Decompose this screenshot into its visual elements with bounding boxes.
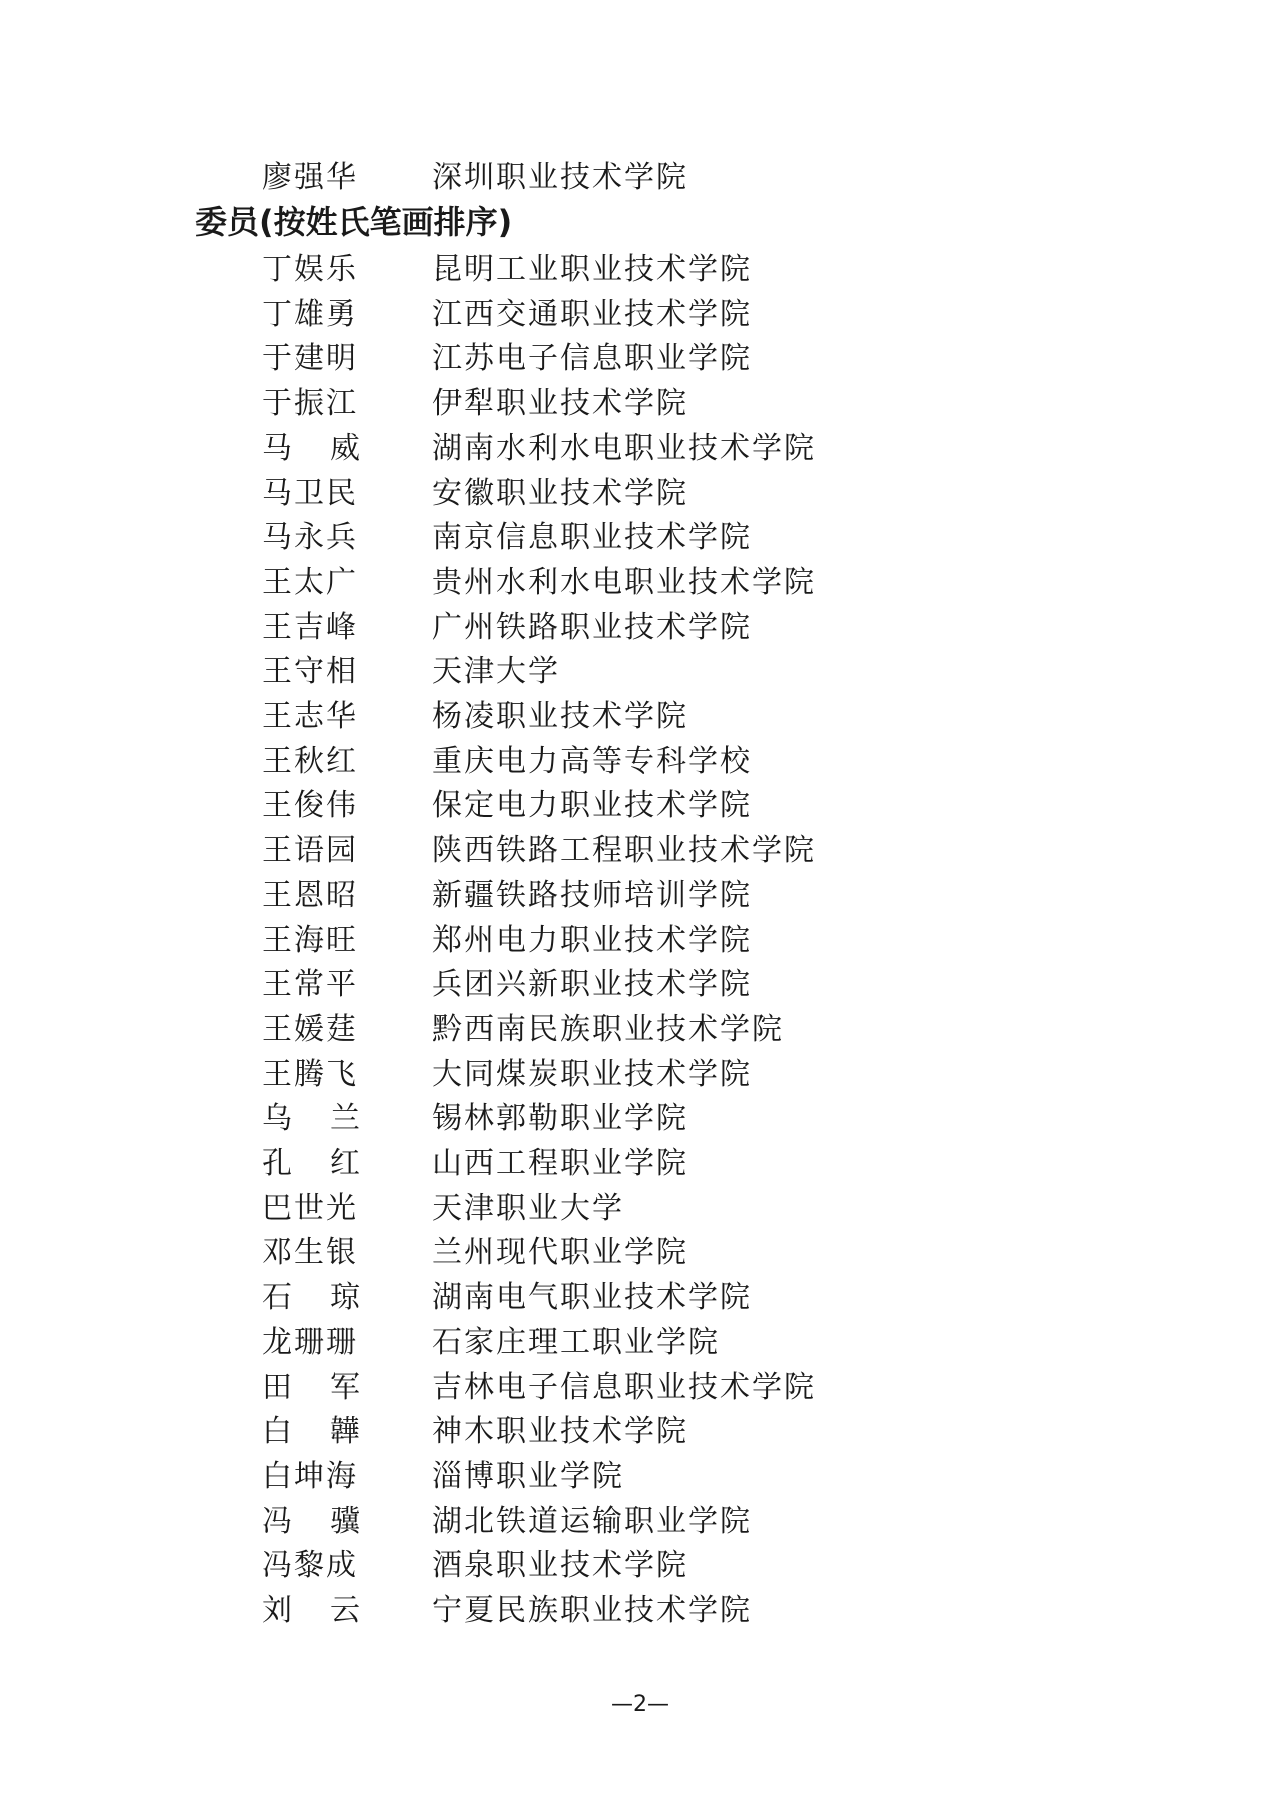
member-organization: 兰州现代职业学院 xyxy=(432,1235,688,1271)
member-row xyxy=(0,606,1280,650)
member-name: 王媛莛 xyxy=(262,1011,358,1047)
member-name: 王恩昭 xyxy=(262,877,358,913)
member-name: 马 威 xyxy=(262,430,360,466)
member-organization: 深圳职业技术学院 xyxy=(432,160,688,195)
member-name: 廖强华 xyxy=(262,160,358,195)
member-organization: 江苏电子信息职业学院 xyxy=(432,341,752,377)
member-row xyxy=(0,1366,1280,1410)
member-row xyxy=(0,293,1280,337)
member-organization: 安徽职业技术学院 xyxy=(432,475,688,511)
member-organization: 贵州水利水电职业技术学院 xyxy=(432,564,816,600)
member-row xyxy=(0,784,1280,828)
member-organization: 伊犁职业技术学院 xyxy=(432,386,688,422)
member-name: 王秋红 xyxy=(262,743,358,779)
member-name: 白坤海 xyxy=(262,1458,358,1494)
member-name: 田 军 xyxy=(262,1369,360,1405)
member-row xyxy=(0,650,1280,694)
member-name: 王语园 xyxy=(262,833,358,869)
member-organization: 黔西南民族职业技术学院 xyxy=(432,1011,784,1047)
member-organization: 淄博职业学院 xyxy=(432,1458,624,1494)
member-organization: 陕西铁路工程职业技术学院 xyxy=(432,833,816,869)
member-row xyxy=(0,740,1280,784)
member-row xyxy=(0,1321,1280,1365)
member-name: 王腾飞 xyxy=(262,1056,358,1092)
member-row xyxy=(0,1500,1280,1544)
section-heading: 委员(按姓氏笔画排序) xyxy=(195,203,513,241)
member-name: 乌 兰 xyxy=(262,1101,360,1137)
member-row xyxy=(0,1455,1280,1499)
member-organization: 保定电力职业技术学院 xyxy=(432,788,752,824)
member-name: 冯 骥 xyxy=(262,1503,360,1539)
member-name: 王俊伟 xyxy=(262,788,358,824)
member-name: 马永兵 xyxy=(262,520,358,556)
member-organization: 山西工程职业学院 xyxy=(432,1146,688,1181)
member-row xyxy=(0,472,1280,516)
member-name: 王志华 xyxy=(262,699,358,734)
member-organization: 郑州电力职业技术学院 xyxy=(432,922,752,958)
member-row xyxy=(0,427,1280,471)
member-row xyxy=(0,337,1280,381)
member-name: 王守相 xyxy=(262,654,358,690)
member-name: 巴世光 xyxy=(262,1190,358,1226)
member-row xyxy=(0,1142,1280,1186)
member-organization: 江西交通职业技术学院 xyxy=(432,296,752,332)
member-organization: 昆明工业职业技术学院 xyxy=(432,252,752,287)
member-organization: 湖南电气职业技术学院 xyxy=(432,1280,752,1316)
page-number: —2— xyxy=(611,1692,669,1717)
member-name: 龙珊珊 xyxy=(262,1324,358,1360)
member-organization: 新疆铁路技师培训学院 xyxy=(432,877,752,913)
member-name: 王海旺 xyxy=(262,922,358,958)
member-organization: 杨凌职业技术学院 xyxy=(432,699,688,734)
member-row xyxy=(0,963,1280,1007)
member-organization: 湖北铁道运输职业学院 xyxy=(432,1503,752,1539)
member-name: 石 琼 xyxy=(262,1280,360,1316)
member-row xyxy=(0,1008,1280,1052)
member-organization: 大同煤炭职业技术学院 xyxy=(432,1056,752,1092)
member-organization: 南京信息职业技术学院 xyxy=(432,520,752,556)
member-name: 于建明 xyxy=(262,341,358,377)
member-organization: 锡林郭勒职业学院 xyxy=(432,1101,688,1137)
member-row xyxy=(0,919,1280,963)
member-organization: 重庆电力高等专科学校 xyxy=(432,743,752,779)
member-name: 刘 云 xyxy=(262,1593,360,1628)
member-row xyxy=(0,1589,1280,1633)
member-row xyxy=(0,829,1280,873)
member-row xyxy=(0,1097,1280,1141)
member-organization: 酒泉职业技术学院 xyxy=(432,1548,688,1584)
member-name: 邓生银 xyxy=(262,1235,358,1271)
member-organization: 天津大学 xyxy=(432,654,560,690)
member-organization: 石家庄理工职业学院 xyxy=(432,1324,720,1360)
member-organization: 湖南水利水电职业技术学院 xyxy=(432,430,816,466)
member-organization: 天津职业大学 xyxy=(432,1190,624,1226)
member-organization: 兵团兴新职业技术学院 xyxy=(432,967,752,1003)
member-row xyxy=(0,874,1280,918)
member-name: 王太广 xyxy=(262,564,358,600)
member-row xyxy=(0,1231,1280,1275)
member-name: 王常平 xyxy=(262,967,358,1003)
member-organization: 广州铁路职业技术学院 xyxy=(432,609,752,645)
member-name: 丁娱乐 xyxy=(262,252,358,287)
member-row xyxy=(0,248,1280,292)
member-name: 王吉峰 xyxy=(262,609,358,645)
top-entry-row xyxy=(0,156,1280,200)
member-row xyxy=(0,516,1280,560)
member-name: 冯黎成 xyxy=(262,1548,358,1584)
member-row xyxy=(0,695,1280,739)
member-row xyxy=(0,1187,1280,1231)
member-row xyxy=(0,382,1280,426)
member-organization: 吉林电子信息职业技术学院 xyxy=(432,1369,816,1405)
member-row xyxy=(0,1544,1280,1588)
member-name: 马卫民 xyxy=(262,475,358,511)
member-name: 孔 红 xyxy=(262,1146,360,1181)
member-row xyxy=(0,1053,1280,1097)
member-name: 丁雄勇 xyxy=(262,296,358,332)
member-organization: 神木职业技术学院 xyxy=(432,1414,688,1450)
member-name: 于振江 xyxy=(262,386,358,422)
member-row xyxy=(0,561,1280,605)
member-name: 白 韡 xyxy=(262,1414,360,1450)
member-organization: 宁夏民族职业技术学院 xyxy=(432,1593,752,1628)
member-row xyxy=(0,1410,1280,1454)
member-row xyxy=(0,1276,1280,1320)
